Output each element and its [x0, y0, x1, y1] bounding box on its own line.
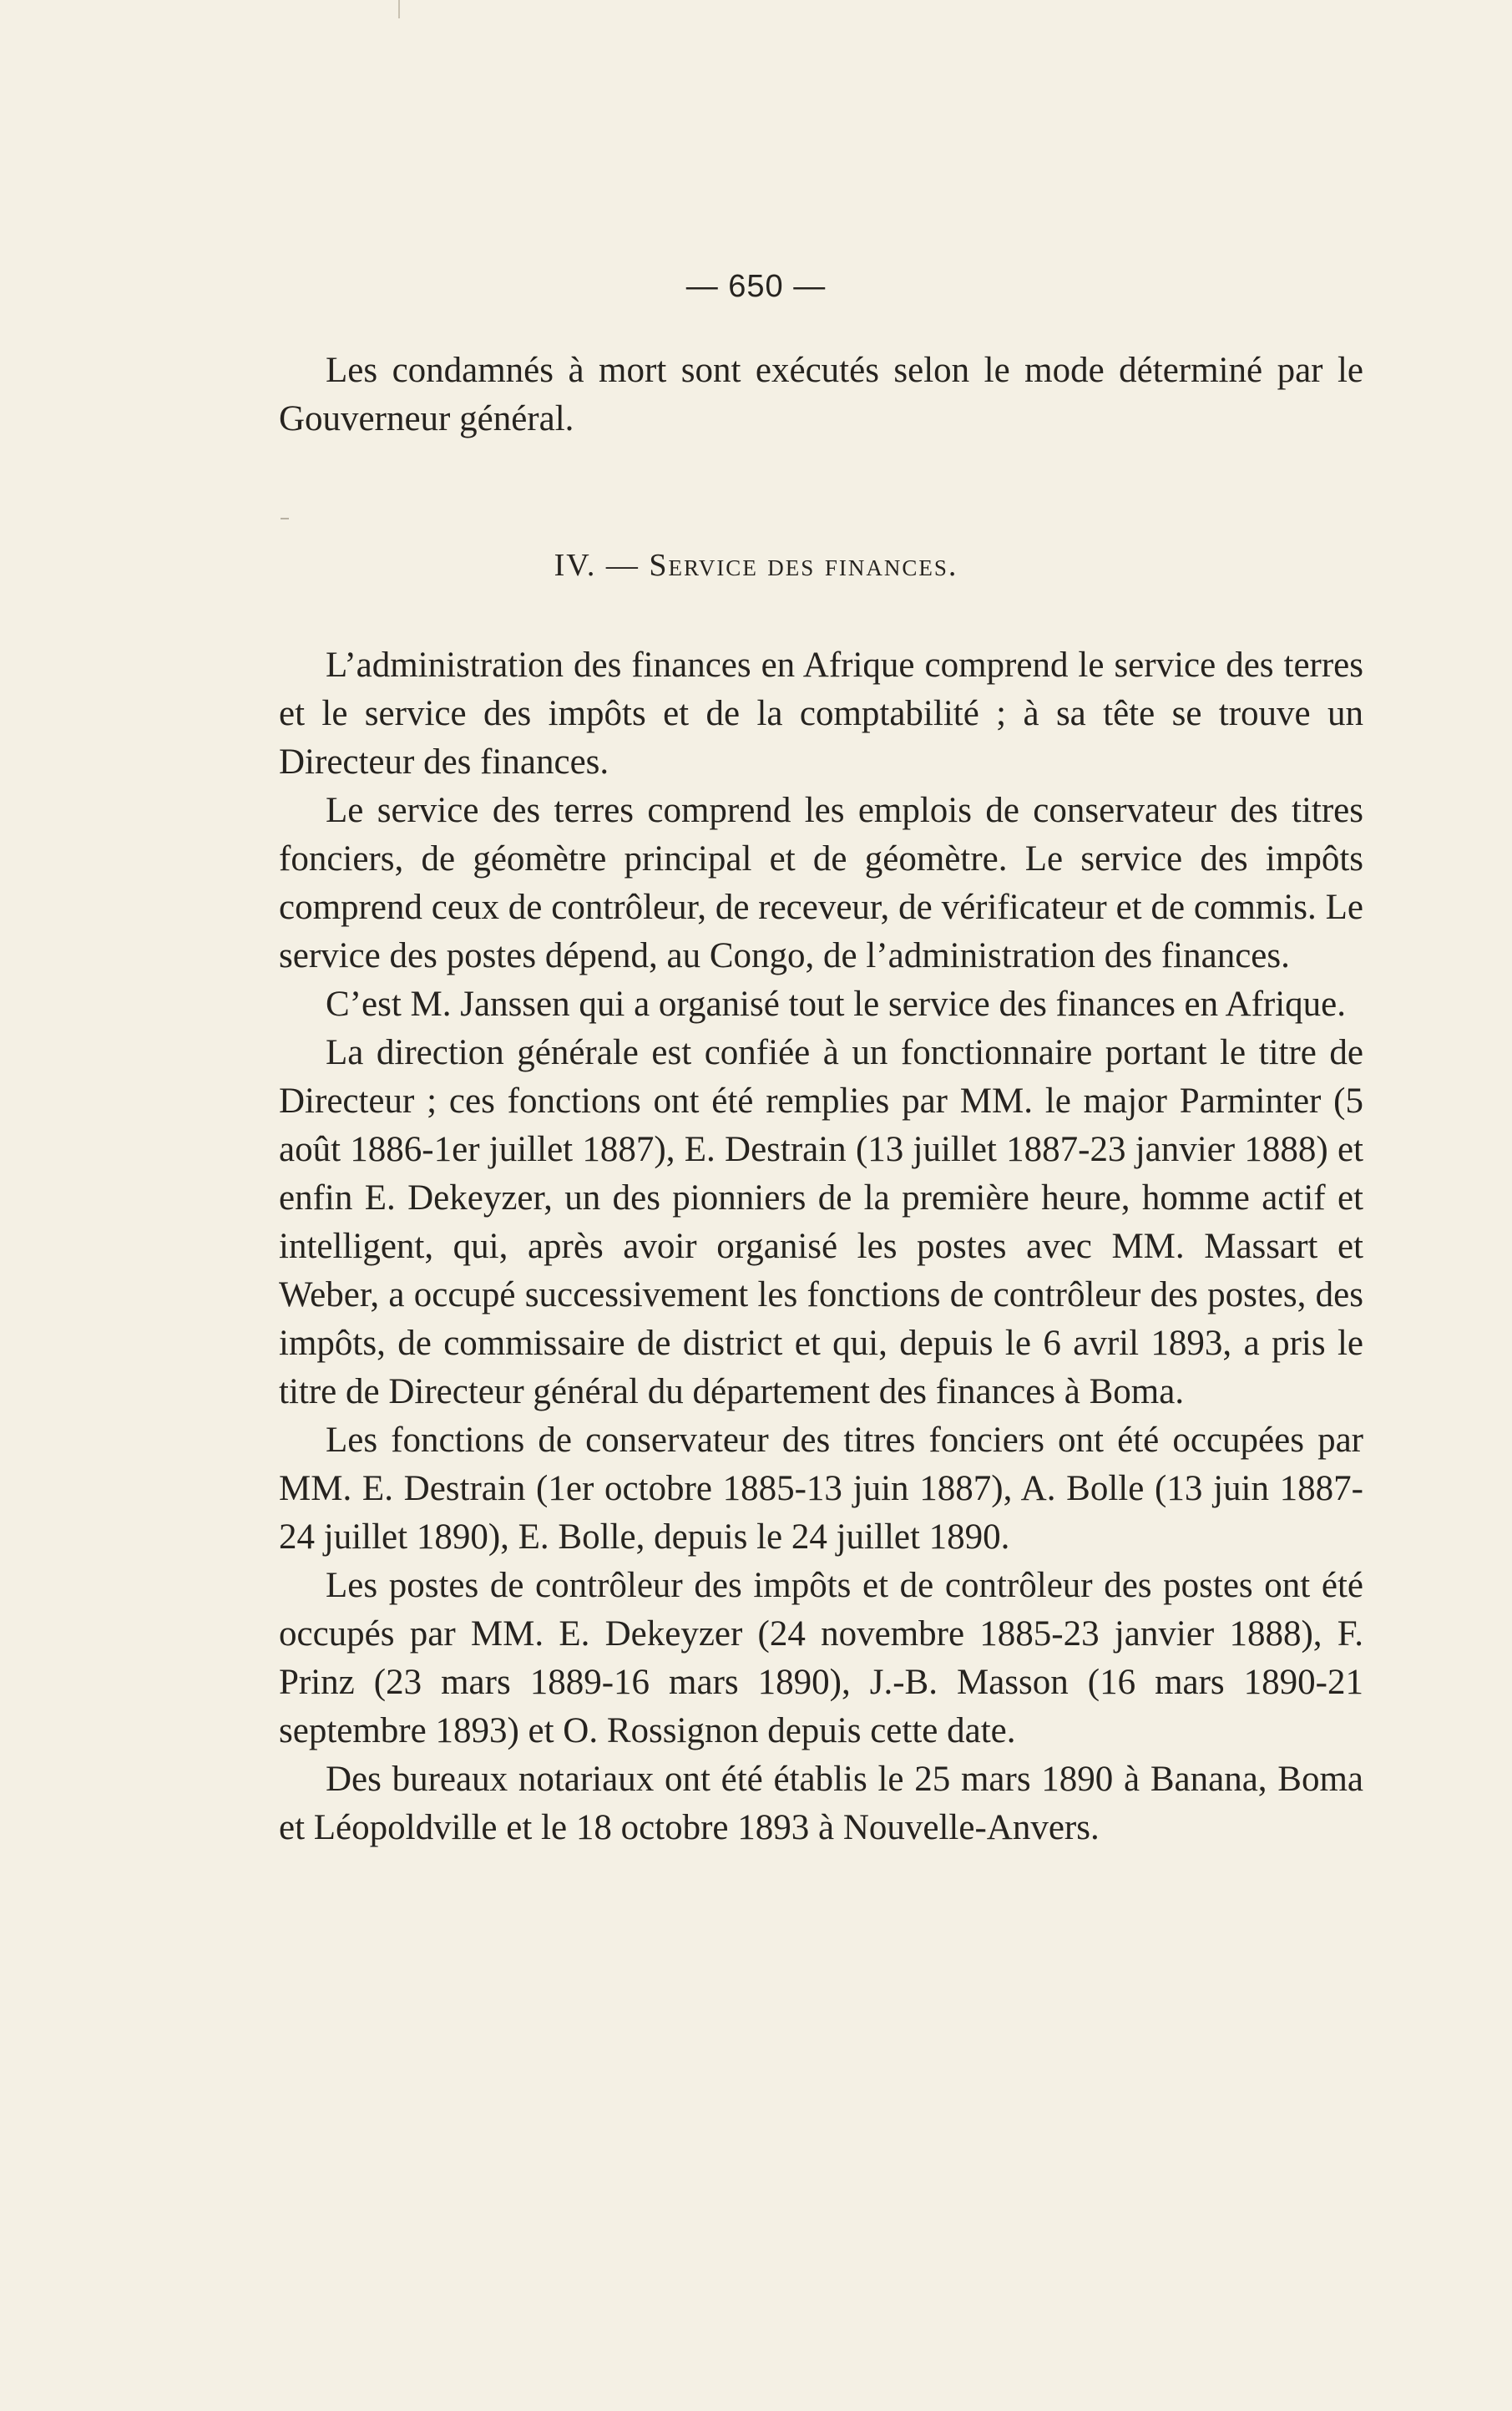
- paragraph-janssen: C’est M. Janssen qui a organisé tout le service des finances en Afrique.: [326, 985, 1346, 1024]
- section-title: Service des finances.: [649, 548, 958, 583]
- paragraph-bureaux-notariaux: Des bureaux notariaux ont été établis le 25 mars 1890 à Banana, Boma et Léopoldville et le 18 octobre 1893 à Nouvelle-Anvers.: [279, 1760, 1363, 1847]
- margin-mark: [281, 518, 289, 519]
- paragraph-administration: L’administration des finances en Afrique comprend le service des terres et le service des impôts et de la comptabilité ; à sa tête se trouve un Directeur des finances.: [279, 646, 1363, 782]
- section-number: IV. —: [554, 548, 640, 583]
- page-number: — 650 —: [685, 269, 827, 304]
- section-heading: [0, 547, 1512, 584]
- paragraph-conservateur: Les fonctions de conservateur des titres fonciers ont été occupées par MM. E. Destrain (1er octobre 1885-13 juin 1887), A. Bolle (13 juin 1887-24 juillet 1890), E. Bolle, depuis le 24 juillet 1890.: [279, 1421, 1363, 1557]
- paragraph-service-terres: Le service des terres comprend les emplois de conservateur des titres fonciers, de géomètre principal et de géomètre. Le service des impôts comprend ceux de contrôleur, de receveur, de vérificateur et de commis. Le service des postes dépend, au Congo, de l’administration des finances.: [279, 791, 1363, 975]
- scan-mark: [398, 0, 400, 18]
- body-text: [279, 641, 1363, 1852]
- paragraph-direction-generale: La direction générale est confiée à un fonctionnaire portant le titre de Directeur ; ces fonctions ont été remplies par MM. le major Parminter (5 août 1886-1er juillet 1887), E. Destrain (13 juillet 1887-23 janvier 1888) et enfin E. Dekeyzer, un des pionniers de la première heure, homme actif et intelligent, qui, après avoir organisé les postes avec MM. Massart et Weber, a occupé successivement les fonctions de contrôleur des postes, des impôts, de commissaire de district et qui, depuis le 6 avril 1893, a pris le titre de Directeur général du département des finances à Boma.: [279, 1033, 1363, 1411]
- paragraph-controleur: Les postes de contrôleur des impôts et de contrôleur des postes ont été occupés par MM. E. Dekeyzer (24 novembre 1885-23 janvier 1888), F. Prinz (23 mars 1889-16 mars 1890), J.-B. Masson (16 mars 1890-21 septembre 1893) et O. Rossignon depuis cette date.: [279, 1566, 1363, 1750]
- intro-text-block: [279, 347, 1363, 443]
- intro-paragraph: Les condamnés à mort sont exécutés selon le mode déterminé par le Gouverneur général.: [279, 351, 1363, 438]
